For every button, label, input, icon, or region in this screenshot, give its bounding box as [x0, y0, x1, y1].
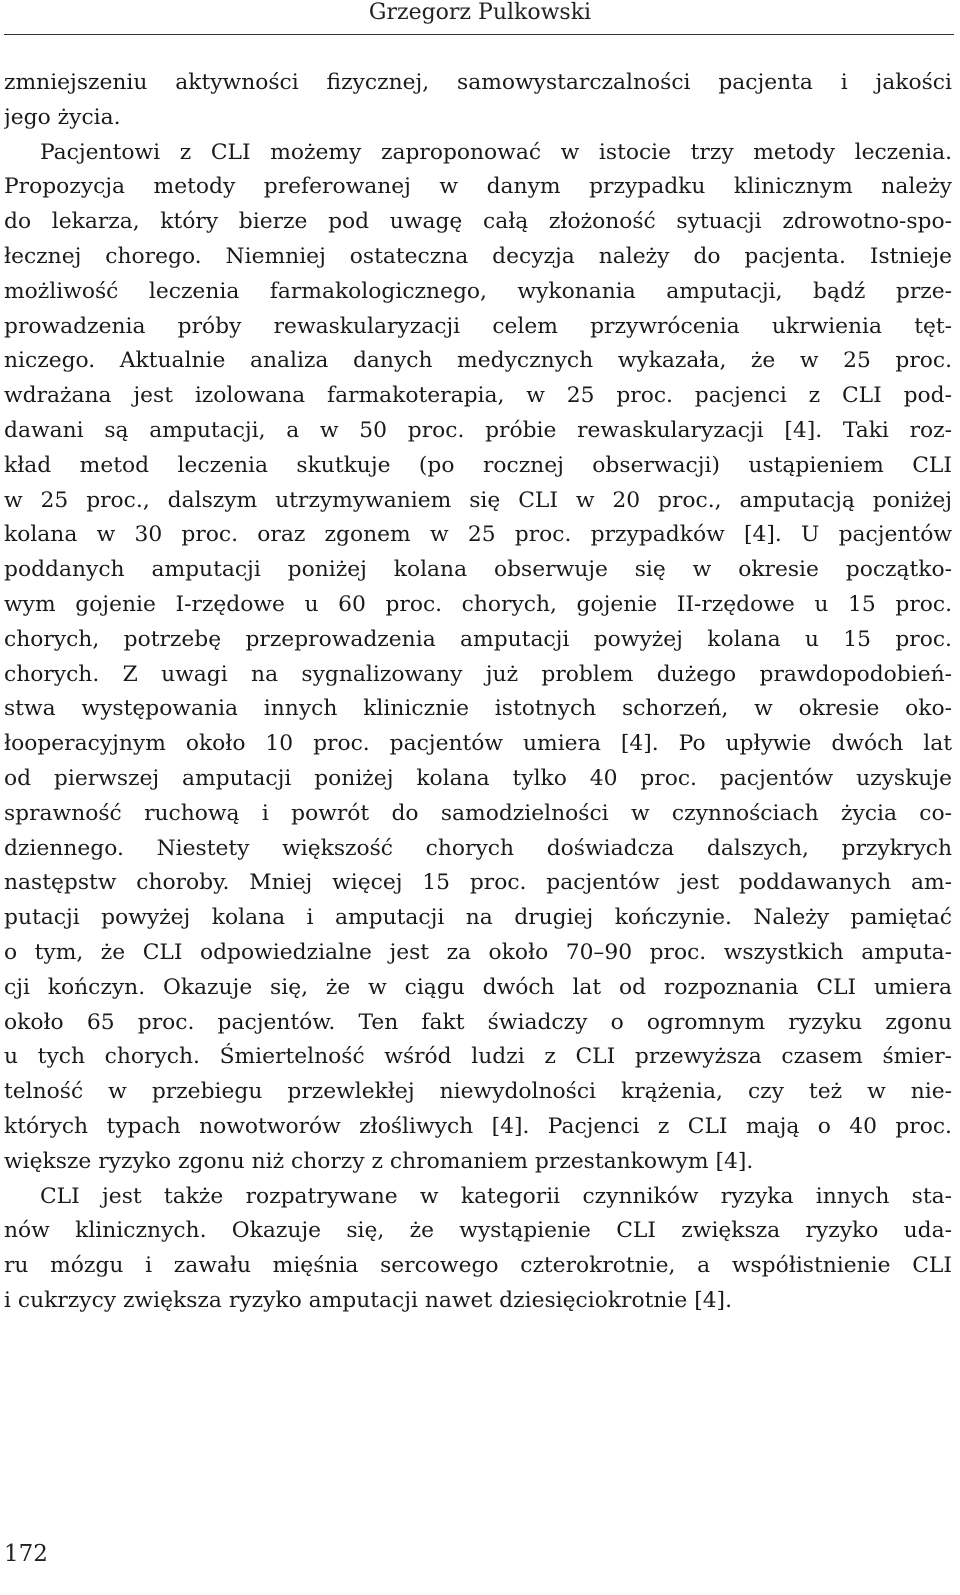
text-line: u tych chorych. Śmiertelność wśród ludzi z CLI przewyższa czasem śmier- — [4, 1044, 952, 1070]
text-line: chorych, potrzebę przeprowadzenia amputacji powyżej kolana u 15 proc. — [4, 626, 952, 652]
text-line: około 65 proc. pacjentów. Ten fakt świadczy o ogromnym ryzyku zgonu — [4, 1009, 952, 1035]
text-line: cji kończyn. Okazuje się, że w ciągu dwóch lat od rozpoznania CLI umiera — [4, 974, 952, 1000]
text-line: których typach nowotworów złośliwych [4]. Pacjenci z CLI mają o 40 proc. — [4, 1113, 952, 1139]
text-line: poddanych amputacji poniżej kolana obserwuje się w okresie początko- — [4, 557, 952, 583]
text-line: putacji powyżej kolana i amputacji na drugiej kończynie. Należy pamiętać — [4, 905, 952, 931]
text-line: prowadzenia próby rewaskularyzacji celem przywrócenia ukrwienia tęt- — [4, 313, 952, 339]
text-line: dawani są amputacji, a w 50 proc. próbie rewaskularyzacji [4]. Taki roz- — [4, 417, 952, 443]
body-text — [4, 66, 952, 1319]
text-line: dziennego. Niestety większość chorych doświadcza dalszych, przykrych — [4, 835, 952, 861]
text-line: ru mózgu i zawału mięśnia sercowego czterokrotnie, a współistnienie CLI — [4, 1253, 952, 1279]
text-line: chorych. Z uwagi na sygnalizowany już problem dużego prawdopodobień- — [4, 661, 952, 687]
text-line: Pacjentowi z CLI możemy zaproponować w istocie trzy metody leczenia. — [40, 139, 952, 165]
text-line: wym gojenie I-rzędowe u 60 proc. chorych, gojenie II-rzędowe u 15 proc. — [4, 591, 952, 617]
text-line: od pierwszej amputacji poniżej kolana tylko 40 proc. pacjentów uzyskuje — [4, 765, 952, 791]
text-line: telność w przebiegu przewlekłej niewydolności krążenia, czy też w nie- — [4, 1079, 952, 1105]
text-line: łooperacyjnym około 10 proc. pacjentów umiera [4]. Po upływie dwóch lat — [4, 731, 952, 757]
text-line: większe ryzyko zgonu niż chorzy z chromaniem przestankowym [4]. — [4, 1148, 754, 1174]
header-rule — [4, 34, 954, 35]
text-line: następstw choroby. Mniej więcej 15 proc. pacjentów jest poddawanych am- — [4, 870, 952, 896]
text-line: jego życia. — [4, 104, 121, 130]
text-line: do lekarza, który bierze pod uwagę całą złożoność sytuacji zdrowotno-spo- — [4, 209, 952, 235]
text-line: łecznej chorego. Niemniej ostateczna decyzja należy do pacjenta. Istnieje — [4, 243, 952, 269]
text-line: zmniejszeniu aktywności fizycznej, samowystarczalności pacjenta i jakości — [4, 70, 952, 95]
text-line: i cukrzycy zwiększa ryzyko amputacji nawet dziesięciokrotnie [4]. — [4, 1287, 732, 1313]
text-line: CLI jest także rozpatrywane w kategorii czynników ryzyka innych sta- — [40, 1183, 952, 1209]
text-line: możliwość leczenia farmakologicznego, wykonania amputacji, bądź prze- — [4, 278, 952, 304]
text-line: kład metod leczenia skutkuje (po rocznej obserwacji) ustąpieniem CLI — [4, 452, 952, 478]
text-line: nów klinicznych. Okazuje się, że wystąpienie CLI zwiększa ryzyko uda- — [4, 1218, 952, 1244]
text-line: niczego. Aktualnie analiza danych medycznych wykazała, że w 25 proc. — [4, 348, 952, 374]
text-line: Propozycja metody preferowanej w danym przypadku klinicznym należy — [4, 174, 952, 200]
text-line: wdrażana jest izolowana farmakoterapia, w 25 proc. pacjenci z CLI pod- — [4, 383, 952, 409]
text-line: stwa występowania innych klinicznie istotnych schorzeń, w okresie oko- — [4, 696, 952, 722]
text-line: o tym, że CLI odpowiedzialne jest za około 70–90 proc. wszystkich amputa- — [4, 939, 952, 965]
text-line: sprawność ruchową i powrót do samodzielności w czynnościach życia co- — [4, 800, 952, 826]
page-number: 172 — [4, 1541, 48, 1567]
text-line: w 25 proc., dalszym utrzymywaniem się CLI w 20 proc., amputacją poniżej — [4, 487, 952, 513]
running-header: Grzegorz Pulkowski — [368, 0, 592, 25]
text-line: kolana w 30 proc. oraz zgonem w 25 proc. przypadków [4]. U pacjentów — [4, 522, 952, 548]
